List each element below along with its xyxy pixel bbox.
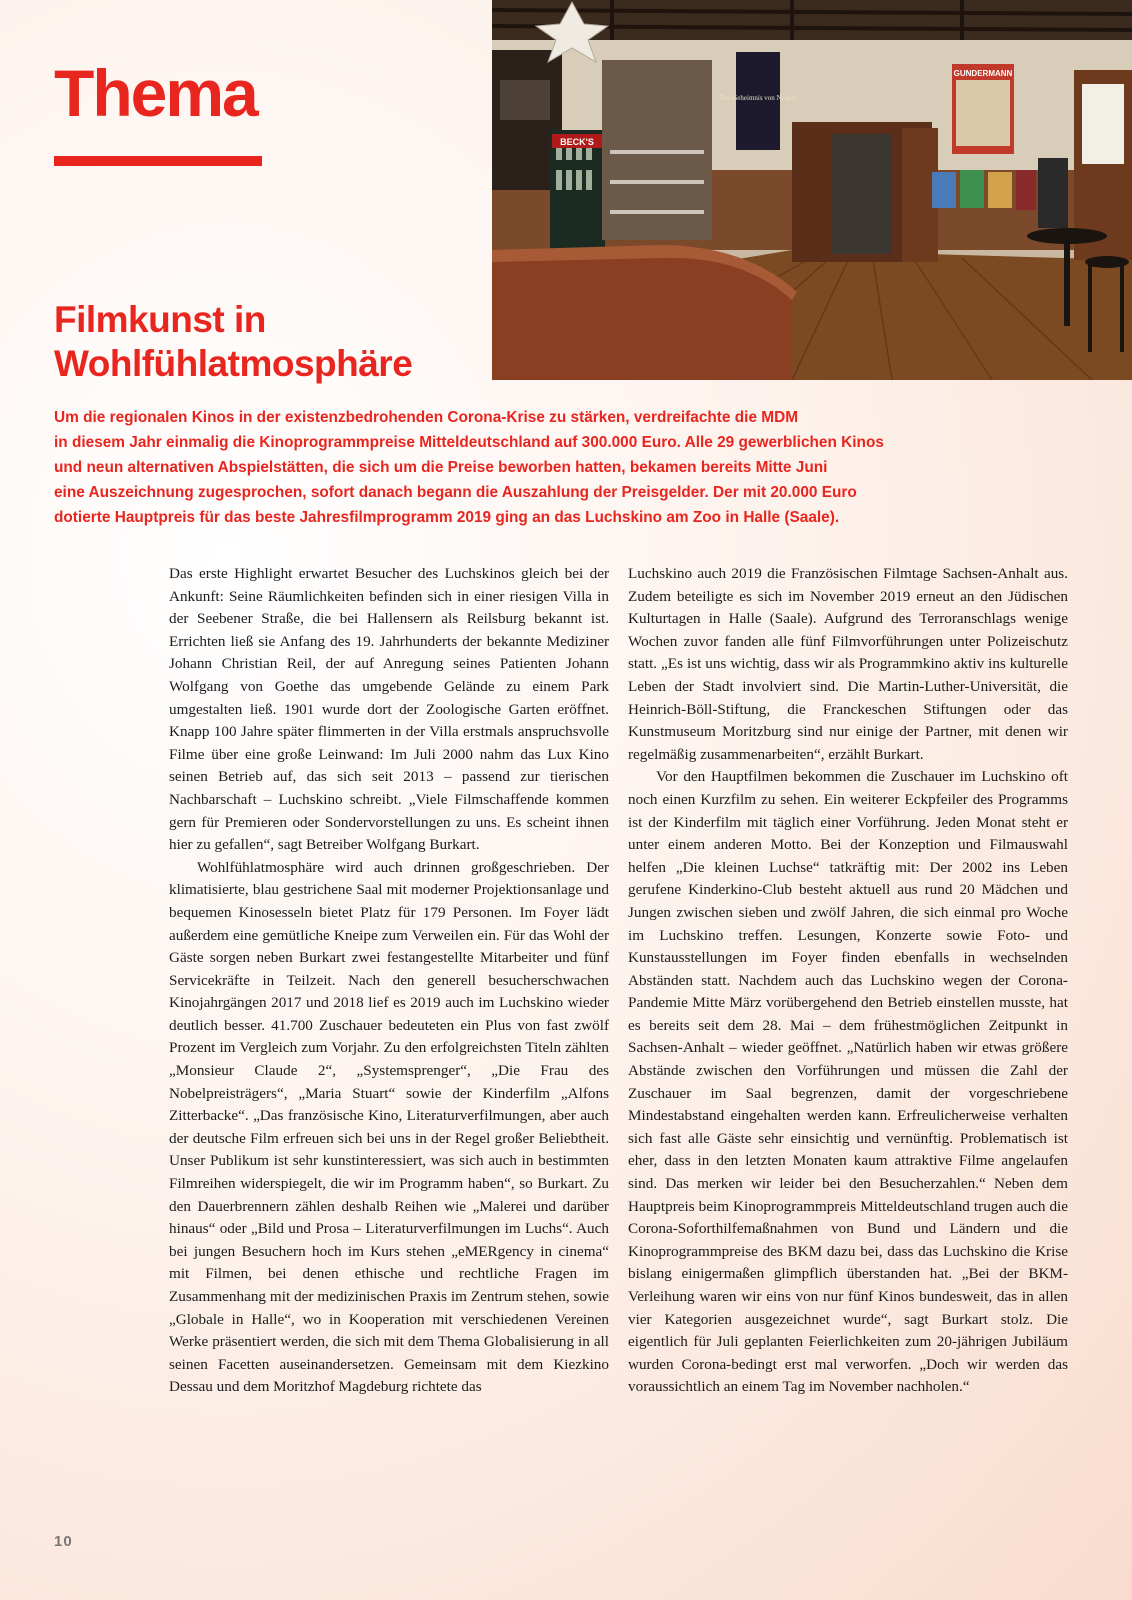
body-paragraph: Luchskino auch 2019 die Französischen Filmtage Sachsen-Anhalt aus. Zudem beteiligte es sich im November 2019 erneut an den Jüdischen Kulturtagen in Halle (Saale). Aufgrund des Terroranschlags wenige Wochen zuvor fanden alle fünf Filmvorführungen unter Polizeischutz statt. „Es ist uns wichtig, dass wir als Programmkino aktiv ins kulturelle Leben der Stadt involviert sind. Die Martin-Luther-Universität, die Heinrich-Böll-Stiftung, die Franckeschen Stiftungen oder das Kunstmuseum Moritzburg sind nur einige der Partner, mit denen wir regelmäßig zusammenarbeiten“, erzählt Burkart. <box>628 565 1068 763</box>
body-column-left <box>169 563 609 1399</box>
lead-line: und neun alternativen Abspielstätten, die sich um die Preise beworben hatten, bekamen bereits Mitte Juni <box>54 459 828 476</box>
beer-sign: BECK'S <box>560 137 594 147</box>
article-headline <box>54 298 412 386</box>
foyer-photo <box>492 0 1132 380</box>
lead-line: Um die regionalen Kinos in der existenzbedrohenden Corona-Krise zu stärken, verdreifachte die MDM <box>54 409 799 426</box>
headline-line-1: Filmkunst in <box>54 299 266 340</box>
section-label: Thema <box>54 56 257 130</box>
body-column-right <box>628 563 1068 1399</box>
headline-line-2: Wohlfühlatmosphäre <box>54 343 413 384</box>
body-paragraph: Vor den Hauptfilmen bekommen die Zuschauer im Luchskino oft noch einen Kurzfilm zu sehen. Ein weiterer Eckpfeiler des Programms ist der Kinderfilm mit täglich einer Vorführung. Jeden Monat steht er unter einem anderen Motto. Bei der Konzeption und Filmauswahl helfen „Die kleinen Luchse“ tatkräftig mit: Der 2002 ins Leben gerufene Kinderkino-Club besteht aktuell aus rund 20 Mädchen und Jungen zwischen sieben und zwölf Jahren, die sich einmal pro Woche im Luchskino treffen. Lesungen, Konzerte sowie Foto- und Kunstausstellungen im Foyer finden ebenfalls in wechselnden Abständen statt. Nachdem auch das Luchskino wegen der Corona-Pandemie Mitte März vorübergehend den Betrieb einstellen musste, hat es bereits seit dem 28. Mai – dem frühestmöglichen Zeitpunkt in Sachsen-Anhalt – wieder geöffnet. „Natürlich haben wir etwas größere Abstände zwischen den Vorführungen und müssen die Zahl der Zuschauer im Saal begrenzen, damit der vorgeschriebene Mindestabstand eingehalten werden kann. Erfreulicherweise verhalten sich fast alle Gäste sehr einsichtig und vernünftig. Problematisch ist eher, dass in den letzten Monaten kaum attraktive Filme angelaufen sind. Das merken wir leider bei den Besucherzahlen.“ Neben dem Hauptpreis beim Kinoprogrammpreis Mitteldeutschland trugen auch die Corona-Soforthilfemaßnahmen von Bund und Ländern und die Kinoprogrammpreise des BKM dazu bei, dass das Luchskino die Krise bislang einigermaßen glimpflich überstanden hat. „Bei der BKM-Verleihung waren wir eins von nur fünf Kinos bundesweit, das in allen vier Kategorien ausgezeichnet wurde“, sagt Burkart stolz. Die eigentlich für Juli geplanten Feierlichkeiten zum 20-jährigen Jubiläum wurden Corona-bedingt erst mal verworfen. „Doch wir werden das voraussichtlich an einem Tag im November nachholen.“ <box>628 768 1068 1396</box>
poster-right-title: GUNDERMANN <box>953 69 1013 78</box>
page-number: 10 <box>54 1533 73 1550</box>
lead-paragraph <box>54 405 1094 530</box>
lead-line: in diesem Jahr einmalig die Kinoprogrammpreise Mitteldeutschland auf 300.000 Euro. Alle 29 gewerblichen Kinos <box>54 434 884 451</box>
lead-line: dotierte Hauptpreis für das beste Jahresfilmprogramm 2019 ging an das Luchskino am Zoo in Halle (Saale). <box>54 509 840 526</box>
body-paragraph: Das erste Highlight erwartet Besucher des Luchskinos gleich bei der Ankunft: Seine Räumlichkeiten befinden sich in einer riesigen Villa in der Seebener Straße, die bei Hallensern als Reilsburg bekannt ist. Errichten ließ sie Anfang des 19. Jahrhunderts der bekannte Mediziner Johann Christian Reil, der auf Anregung seines Patienten Johann Wolfgang von Goethe das umgebende Gelände zu einem Park umgestalten ließ. 1901 wurde dort der Zoologische Garten eröffnet. Knapp 100 Jahre später flimmerten in der Villa erstmals anspruchsvolle Filme über eine große Leinwand: Im Juli 2000 nahm das Lux Kino seinen Betrieb auf, das sich seit 2013 – passend zur tierischen Nachbarschaft – Luchskino schreibt. „Viele Filmschaffende kommen gern für Premieren oder Sondervorstellungen zu uns. Es scheint ihnen hier zu gefallen“, sagt Betreiber Wolfgang Burkart. <box>169 565 609 854</box>
body-paragraph: Wohlfühlatmosphäre wird auch drinnen großgeschrieben. Der klimatisierte, blau gestrichene Saal mit moderner Projektionsanlage und bequemen Kinosesseln bietet Platz für 179 Personen. Im Foyer lädt außerdem eine gemütliche Kneipe zum Verweilen ein. Für das Wohl der Gäste sorgen neben Burkart zwei festangestellte Mitarbeiter und fünf Servicekräfte in Teilzeit. Nach den generell besucherschwachen Kinojahrgängen 2017 und 2018 lief es 2019 auch im Luchskino wieder deutlich besser. 41.700 Zuschauer bedeuteten ein Plus von fast zwölf Prozent im Vergleich zum Vorjahr. Zu den erfolgreichsten Titeln zählten „Monsieur Claude 2“, „Systemsprenger“, „Die Frau des Nobelpreisträgers“, „Maria Stuart“ sowie der Kinderfilm „Alfons Zitterbacke“. „Das französische Kino, Literaturverfilmungen, aber auch der deutsche Film erfreuen sich bei uns in der Regel großer Beliebtheit. Unser Publikum ist sehr kunstinteressiert, was sich auch in bestimmten Filmreihen widerspiegelt, die wir im Programm haben“, so Burkart. Zu den Dauerbrennern zählen deshalb Reihen wie „Malerei und darüber hinaus“ oder „Bild und Prosa – Literaturverfilmungen im Luchs“. Auch bei jungen Besuchern hoch im Kurs stehen „eMERgency in cinema“ mit Filmen, bei denen ethische und rechtliche Fragen im Zusammenhang mit der medizinischen Praxis im Zentrum stehen, sowie „Globale in Halle“, wo in Kooperation mit verschiedenen Vereinen Werke präsentiert werden, die sich mit dem Thema Globalisierung in all seinen Facetten auseinandersetzen. Gemeinsam mit dem Kiezkino Dessau und dem Moritzhof Magdeburg richtete das <box>169 858 609 1396</box>
lead-line: eine Auszeichnung zugesprochen, sofort danach begann die Auszahlung der Preisgelder. Der mit 20.000 Euro <box>54 484 857 501</box>
section-underline <box>54 156 262 166</box>
poster-left-title: Das Geheimnis von Neapel <box>719 94 797 102</box>
